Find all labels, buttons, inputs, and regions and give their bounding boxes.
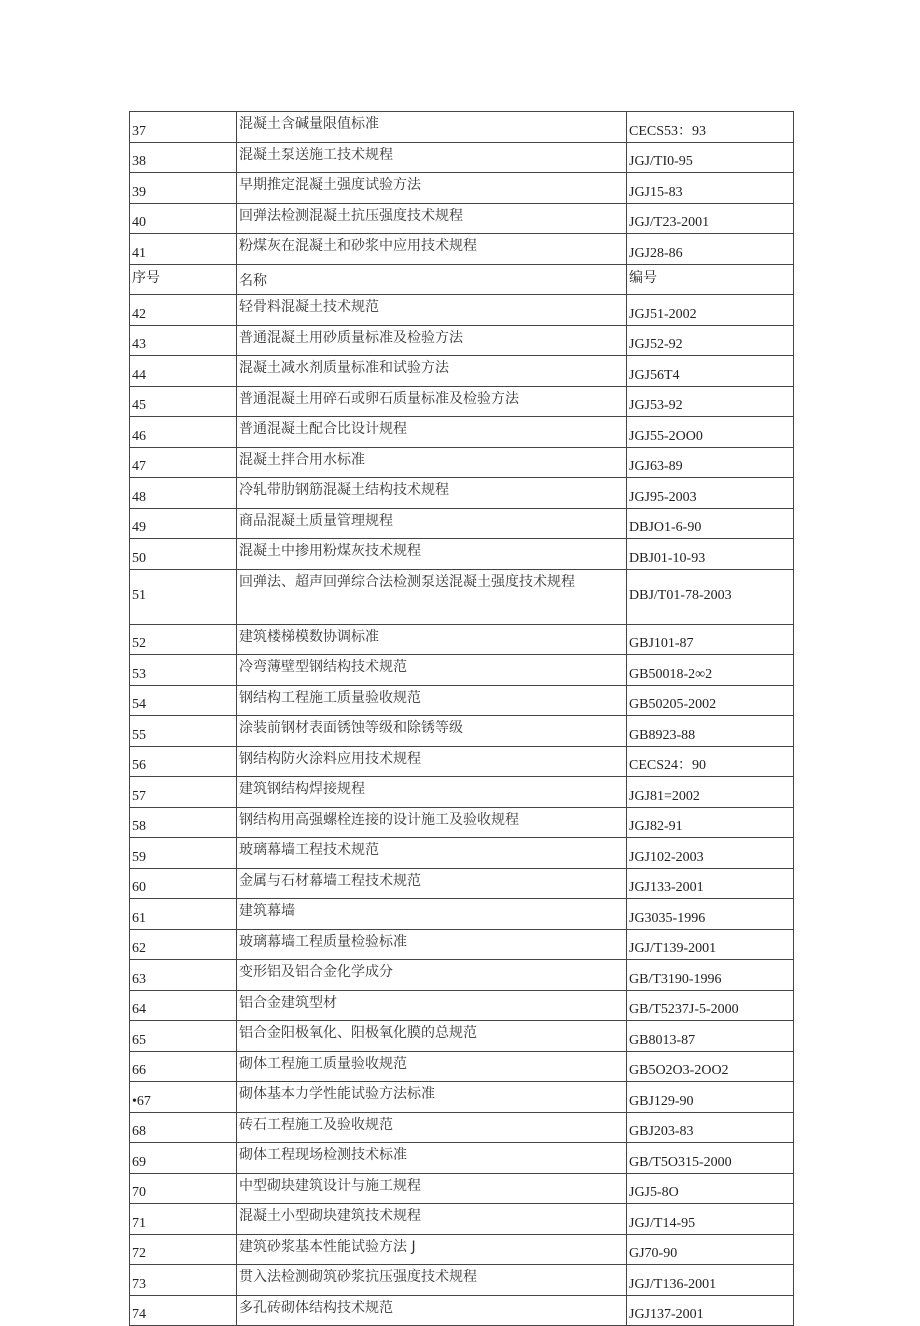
standard-name-cell: 变形铝及铝合金化学成分 xyxy=(237,960,627,991)
standard-code-cell: GBJ101-87 xyxy=(627,624,794,655)
row-number-cell: 46 xyxy=(130,417,237,448)
row-number-cell: 69 xyxy=(130,1143,237,1174)
standard-code-cell: DBJ01-10-93 xyxy=(627,539,794,570)
standards-table xyxy=(129,111,794,1326)
row-number-cell: 64 xyxy=(130,990,237,1021)
table-row xyxy=(130,569,794,624)
standard-name-cell: 混凝土含碱量限值标准 xyxy=(237,112,627,143)
row-number-cell: 37 xyxy=(130,112,237,143)
standard-name-cell: 涂装前钢材表面锈蚀等级和除锈等级 xyxy=(237,716,627,747)
table-row xyxy=(130,746,794,777)
standard-name-cell: 商品混凝土质量管理规程 xyxy=(237,508,627,539)
standard-name-cell: 砌体工程施工质量验收规范 xyxy=(237,1051,627,1082)
standard-code-cell: JGJ/T136-2001 xyxy=(627,1265,794,1296)
standard-code-cell: JGJ/T23-2001 xyxy=(627,203,794,234)
standard-code-cell: JG3035-1996 xyxy=(627,899,794,930)
table-row xyxy=(130,1021,794,1052)
table-row xyxy=(130,295,794,326)
standard-name-cell: 混凝土小型砌块建筑技术规程 xyxy=(237,1204,627,1235)
standard-name-cell: 铝合金阳极氧化、阳极氧化膜的总规范 xyxy=(237,1021,627,1052)
table-row xyxy=(130,807,794,838)
standard-code-cell: JGJ63-89 xyxy=(627,447,794,478)
standard-code-cell: JGJ55-2OO0 xyxy=(627,417,794,448)
standard-name-cell: 玻璃幕墙工程质量检验标准 xyxy=(237,929,627,960)
standard-code-cell: JGJ53-92 xyxy=(627,386,794,417)
table-row xyxy=(130,1295,794,1326)
row-number-cell: 59 xyxy=(130,838,237,869)
standard-code-cell: DBJ/T01-78-2003 xyxy=(627,569,794,624)
standard-name-cell: 建筑砂浆基本性能试验方法 J xyxy=(237,1234,627,1265)
row-number-cell: 38 xyxy=(130,142,237,173)
row-number-cell: 66 xyxy=(130,1051,237,1082)
standard-name-cell: 普通混凝土用碎石或卵石质量标准及检验方法 xyxy=(237,386,627,417)
row-number-cell: 62 xyxy=(130,929,237,960)
table-row xyxy=(130,1051,794,1082)
standard-code-cell: JGJ82-91 xyxy=(627,807,794,838)
standard-code-cell: DBJO1-6-90 xyxy=(627,508,794,539)
table-row xyxy=(130,539,794,570)
standard-code-cell: JGJ81=2002 xyxy=(627,777,794,808)
standard-code-cell: JGJ95-2003 xyxy=(627,478,794,509)
row-number-cell: 73 xyxy=(130,1265,237,1296)
table-row xyxy=(130,1173,794,1204)
standards-table-body xyxy=(130,112,794,1326)
table-row xyxy=(130,685,794,716)
row-number-cell: 39 xyxy=(130,173,237,204)
standard-name-cell: 普通混凝土配合比设计规程 xyxy=(237,417,627,448)
standard-name-cell: 回弹法检测混凝土抗压强度技术规程 xyxy=(237,203,627,234)
row-number-cell: 53 xyxy=(130,655,237,686)
table-row xyxy=(130,838,794,869)
standard-name-cell: 钢结构防火涂料应用技术规程 xyxy=(237,746,627,777)
row-number-cell: 68 xyxy=(130,1112,237,1143)
row-number-cell: 63 xyxy=(130,960,237,991)
standard-code-cell: 编号 xyxy=(627,264,794,295)
standard-name-cell: 早期推定混凝土强度试验方法 xyxy=(237,173,627,204)
standard-code-cell: JGJ133-2001 xyxy=(627,868,794,899)
table-row xyxy=(130,1204,794,1235)
row-number-cell: 54 xyxy=(130,685,237,716)
standard-code-cell: GB8013-87 xyxy=(627,1021,794,1052)
row-number-cell: 52 xyxy=(130,624,237,655)
standard-name-cell: 钢结构用高强螺栓连接的设计施工及验收规程 xyxy=(237,807,627,838)
table-row xyxy=(130,508,794,539)
row-number-cell: 72 xyxy=(130,1234,237,1265)
standard-code-cell: JGJ137-2001 xyxy=(627,1295,794,1326)
standard-name-cell: 砌体工程现场检测技术标准 xyxy=(237,1143,627,1174)
standard-code-cell: JGJ56T4 xyxy=(627,356,794,387)
row-number-cell: 60 xyxy=(130,868,237,899)
standard-name-cell: 普通混凝土用砂质量标准及检验方法 xyxy=(237,325,627,356)
standard-name-cell: 建筑钢结构焊接规程 xyxy=(237,777,627,808)
table-header-row xyxy=(130,264,794,295)
standard-name-cell: 建筑幕墙 xyxy=(237,899,627,930)
table-row xyxy=(130,203,794,234)
standard-name-cell: 钢结构工程施工质量验收规范 xyxy=(237,685,627,716)
table-row xyxy=(130,1082,794,1113)
standard-code-cell: GB/T5O315-2000 xyxy=(627,1143,794,1174)
standard-name-cell: 混凝土减水剂质量标准和试验方法 xyxy=(237,356,627,387)
standard-name-cell: 冷弯薄壁型钢结构技术规范 xyxy=(237,655,627,686)
table-row xyxy=(130,112,794,143)
standard-name-cell: 混凝土中掺用粉煤灰技术规程 xyxy=(237,539,627,570)
row-number-cell: 51 xyxy=(130,569,237,624)
standard-name-cell: 多孔砖砌体结构技术规范 xyxy=(237,1295,627,1326)
row-number-cell: 49 xyxy=(130,508,237,539)
row-number-cell: 55 xyxy=(130,716,237,747)
standard-name-cell: 名称 xyxy=(237,264,627,295)
row-number-cell: 50 xyxy=(130,539,237,570)
standard-name-cell: 建筑楼梯模数协调标准 xyxy=(237,624,627,655)
standard-code-cell: GB50205-2002 xyxy=(627,685,794,716)
standard-name-cell: 砖石工程施工及验收规范 xyxy=(237,1112,627,1143)
standard-name-cell: 中型砌块建筑设计与施工规程 xyxy=(237,1173,627,1204)
row-number-cell: 41 xyxy=(130,234,237,265)
row-number-cell: 44 xyxy=(130,356,237,387)
standard-name-cell: 铝合金建筑型材 xyxy=(237,990,627,1021)
row-number-cell: 74 xyxy=(130,1295,237,1326)
table-row xyxy=(130,1112,794,1143)
standard-code-cell: JGJ5-8O xyxy=(627,1173,794,1204)
table-row xyxy=(130,356,794,387)
standard-name-cell: 粉煤灰在混凝土和砂浆中应用技术规程 xyxy=(237,234,627,265)
standard-name-cell: 混凝土泵送施工技术规程 xyxy=(237,142,627,173)
standard-code-cell: JGJ28-86 xyxy=(627,234,794,265)
table-row xyxy=(130,1143,794,1174)
standard-code-cell: JGJ/TI0-95 xyxy=(627,142,794,173)
table-row xyxy=(130,447,794,478)
row-number-cell: 58 xyxy=(130,807,237,838)
standard-name-cell: 轻骨料混凝土技术规范 xyxy=(237,295,627,326)
row-number-cell: 43 xyxy=(130,325,237,356)
standard-code-cell: JGJ102-2003 xyxy=(627,838,794,869)
table-row xyxy=(130,417,794,448)
standard-code-cell: GB/T3190-1996 xyxy=(627,960,794,991)
row-number-cell: 42 xyxy=(130,295,237,326)
standard-code-cell: GJ70-90 xyxy=(627,1234,794,1265)
standard-code-cell: JGJ51-2002 xyxy=(627,295,794,326)
table-row xyxy=(130,624,794,655)
row-number-cell: 70 xyxy=(130,1173,237,1204)
table-row xyxy=(130,142,794,173)
standard-code-cell: JGJ52-92 xyxy=(627,325,794,356)
table-row xyxy=(130,386,794,417)
table-row xyxy=(130,173,794,204)
standard-code-cell: JGJ15-83 xyxy=(627,173,794,204)
standard-code-cell: GB5O2O3-2OO2 xyxy=(627,1051,794,1082)
table-row xyxy=(130,990,794,1021)
standard-name-cell: 砌体基本力学性能试验方法标准 xyxy=(237,1082,627,1113)
table-row xyxy=(130,777,794,808)
table-row xyxy=(130,868,794,899)
table-row xyxy=(130,234,794,265)
standard-code-cell: JGJ/T14-95 xyxy=(627,1204,794,1235)
row-number-cell: 57 xyxy=(130,777,237,808)
standard-code-cell: GBJ203-83 xyxy=(627,1112,794,1143)
standard-code-cell: CECS24：90 xyxy=(627,746,794,777)
row-number-cell: 47 xyxy=(130,447,237,478)
row-number-cell: 序号 xyxy=(130,264,237,295)
standard-name-cell: 金属与石材幕墙工程技术规范 xyxy=(237,868,627,899)
standard-code-cell: GB8923-88 xyxy=(627,716,794,747)
row-number-cell: •67 xyxy=(130,1082,237,1113)
table-row xyxy=(130,716,794,747)
table-row xyxy=(130,1234,794,1265)
standard-code-cell: GB/T5237J-5-2000 xyxy=(627,990,794,1021)
row-number-cell: 45 xyxy=(130,386,237,417)
row-number-cell: 65 xyxy=(130,1021,237,1052)
row-number-cell: 48 xyxy=(130,478,237,509)
table-row xyxy=(130,929,794,960)
row-number-cell: 56 xyxy=(130,746,237,777)
standard-code-cell: JGJ/T139-2001 xyxy=(627,929,794,960)
table-row xyxy=(130,655,794,686)
table-row xyxy=(130,1265,794,1296)
table-row xyxy=(130,899,794,930)
table-row xyxy=(130,960,794,991)
table-row xyxy=(130,325,794,356)
standard-name-cell: 贯入法检测砌筑砂浆抗压强度技术规程 xyxy=(237,1265,627,1296)
standard-name-cell: 冷轧带肋钢筋混凝土结构技术规程 xyxy=(237,478,627,509)
row-number-cell: 40 xyxy=(130,203,237,234)
standard-name-cell: 玻璃幕墙工程技术规范 xyxy=(237,838,627,869)
standard-name-cell: 回弹法、超声回弹综合法检测泵送混凝土强度技术规程 xyxy=(237,569,627,624)
standard-code-cell: GB50018-2∞2 xyxy=(627,655,794,686)
standard-code-cell: CECS53：93 xyxy=(627,112,794,143)
table-row xyxy=(130,478,794,509)
row-number-cell: 61 xyxy=(130,899,237,930)
row-number-cell: 71 xyxy=(130,1204,237,1235)
standard-code-cell: GBJ129-90 xyxy=(627,1082,794,1113)
standard-name-cell: 混凝土拌合用水标准 xyxy=(237,447,627,478)
